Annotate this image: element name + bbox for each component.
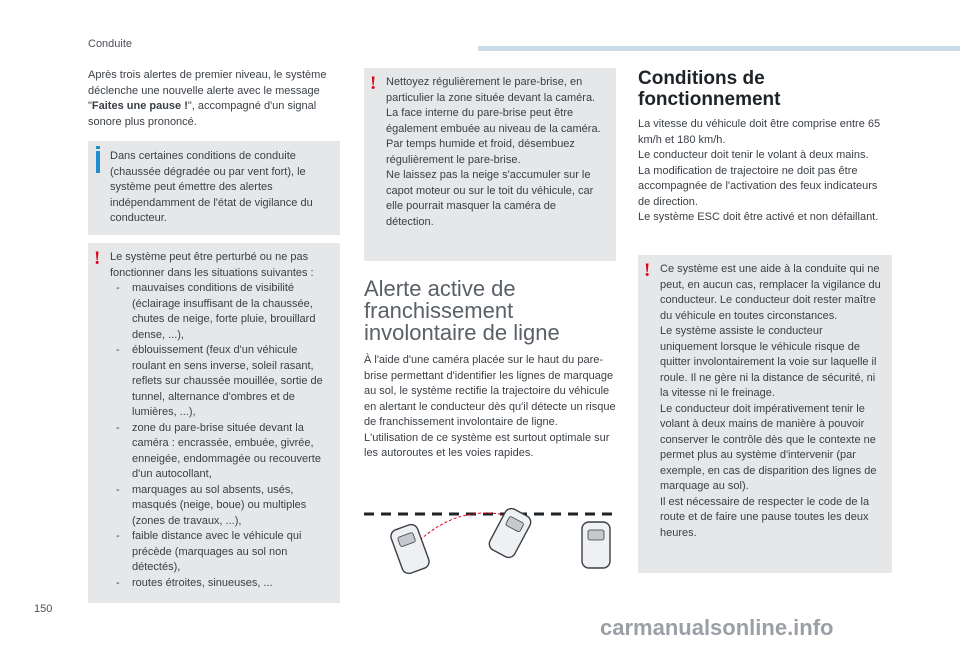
lane-correction-illustration xyxy=(360,500,616,580)
body-paragraph: À l'aide d'une caméra placée sur le haut du pare-brise permettant d'identifier les lignes de marquage au sol, le système rectifie la trajectoire du véhicule en alertant le conducteur dès qu'il détecte un risque de franchissement involontaire de ligne. xyxy=(364,354,616,428)
list-item: - éblouissement (feux d'un véhicule roulant en sens inverse, soleil rasant, reflets sur chaussée mouillée, sortie de tunnel, alternance d'ombres et de lumières, ...), xyxy=(110,343,330,421)
intro-message: Faites une pause ! xyxy=(91,100,188,112)
intro-paragraph xyxy=(88,68,338,130)
section-heading-active-alert: Alerte active de franchissement involontaire de ligne xyxy=(364,276,560,345)
warning-box-conditions xyxy=(88,243,340,603)
warning-icon: ! xyxy=(370,73,377,94)
list-item: - faible distance avec le véhicule qui précède (marquages au sol non détectés), xyxy=(110,529,330,576)
info-icon xyxy=(96,151,100,173)
warning-box-driver xyxy=(638,255,892,573)
page-number: 150 xyxy=(34,603,53,615)
warning-icon: ! xyxy=(644,260,651,281)
warning-text: Nettoyez régulièrement le pare-brise, en particulier la zone située devant la caméra. xyxy=(386,76,596,104)
warning-text: Ce système est une aide à la conduite qui ne peut, en aucun cas, remplacer la vigilance du conducteur. Le conducteur doit rester maître du véhicule en toutes circonstances. xyxy=(660,263,881,322)
info-box xyxy=(88,141,340,235)
body-paragraph: Le conducteur doit tenir le volant à deux mains. xyxy=(638,149,869,161)
body-paragraph: Le système ESC doit être activé et non défaillant. xyxy=(638,211,879,223)
section-heading-conditions: Conditions de fonctionnement xyxy=(638,68,781,110)
list-item: - mauvaises conditions de visibilité (éclairage insuffisant de la chaussée, chutes de neige, forte pluie, brouillard dense, ...), xyxy=(110,281,330,343)
conditions-body xyxy=(638,117,892,226)
warning-list xyxy=(110,281,330,591)
body-paragraph: La vitesse du véhicule doit être comprise entre 65 km/h et 180 km/h. xyxy=(638,118,881,146)
watermark: carmanualsonline.info xyxy=(600,615,834,640)
intro-text-end: ", accompagné d'un signal sonore plus prononcé. xyxy=(88,100,317,128)
active-alert-body xyxy=(364,353,616,462)
warning-icon: ! xyxy=(94,248,101,269)
section-header: Conduite xyxy=(88,38,133,50)
header-bar xyxy=(478,46,960,51)
list-item: - marquages au sol absents, usés, masqués (neige, boue) ou multiples (zones de travaux, ...), xyxy=(110,483,330,530)
list-item: - zone du pare-brise située devant la caméra : encrassée, embuée, givrée, enneigée, endommagée ou recouverte d'un autocollant, xyxy=(110,421,330,483)
body-paragraph: La modification de trajectoire ne doit pas être accompagnée de l'activation des feux indicateurs de direction. xyxy=(638,164,878,208)
info-text: Dans certaines conditions de conduite (chaussée dégradée ou par vent fort), le système peut émettre des alertes indépendamment de l'état de vigilance du conducteur. xyxy=(110,150,313,224)
warning-box-cleaning xyxy=(364,68,616,261)
warning-text: Le conducteur doit impérativement tenir le volant à deux mains de manière à pouvoir conserver le contrôle dès que le contexte ne permet plus au système d'intervenir (par exemple, en cas de disparition des lignes de marquage au sol). xyxy=(660,402,877,492)
warning-text: Le système assiste le conducteur uniquement lorsque le véhicule risque de quitter involontairement la voie sur laquelle il roule. Il ne gère ni la distance de sécurité, ni la vitesse ni le freinage. xyxy=(660,325,877,399)
warning-intro: Le système peut être perturbé ou ne pas fonctionner dans les situations suivantes : xyxy=(110,251,314,279)
body-paragraph: L'utilisation de ce système est surtout optimale sur les autoroutes et les voies rapides. xyxy=(364,431,610,459)
warning-text: Ne laissez pas la neige s'accumuler sur le capot moteur ou sur le toit du véhicule, car elle pourrait masquer la caméra de détection. xyxy=(386,169,594,228)
warning-text: La face interne du pare-brise peut être également embuée au niveau de la caméra. Par temps humide et froid, désembuez régulièrement le pare-brise. xyxy=(386,107,601,166)
warning-text: Il est nécessaire de respecter le code de la route et de faire une pause toutes les deux heures. xyxy=(660,495,870,539)
intro-text-start: Après trois alertes de premier niveau, le système déclenche une nouvelle alerte avec le message " xyxy=(88,69,327,112)
list-item: - routes étroites, sinueuses, ... xyxy=(110,576,330,592)
